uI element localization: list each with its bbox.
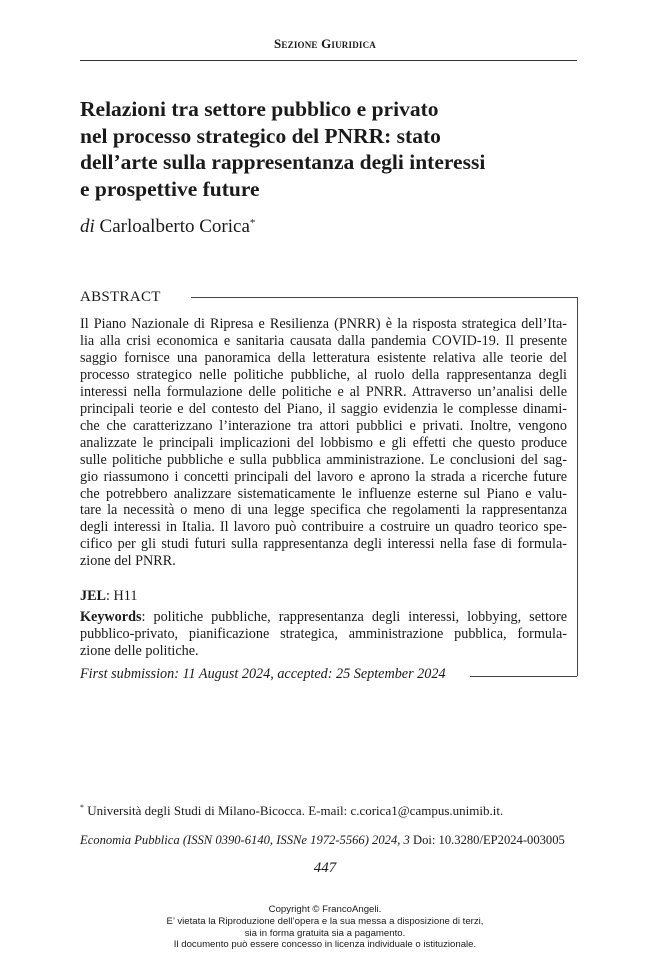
abstract-line: che che caratterizzano l’interazione tra attori pubblici e privati. Inoltre, vengono bbox=[80, 417, 567, 434]
keywords-label: Keywords bbox=[80, 609, 142, 625]
keywords-line: pubblico-privato, pianificazione strategica, amministrazione pubblica, formula- bbox=[80, 625, 567, 642]
jel-value: : H11 bbox=[106, 588, 138, 604]
submission-dates: First submission: 11 August 2024, accepted: 25 September 2024 bbox=[80, 666, 446, 682]
title-line: e prospettive future bbox=[80, 176, 260, 201]
abstract-line: analizzate le principali implicazioni del lobbismo e gli effetti che questo produce bbox=[80, 434, 567, 451]
author-line bbox=[80, 212, 255, 238]
author-affiliation-footnote bbox=[80, 803, 503, 819]
keywords bbox=[80, 609, 567, 660]
jel-label: JEL bbox=[80, 588, 107, 604]
copyright-notice bbox=[0, 904, 650, 951]
section-header-label: Sezione Giuridica bbox=[273, 36, 376, 51]
title-line: Relazioni tra settore pubblico e privato bbox=[80, 97, 439, 121]
abstract-line: gio riassumono i concetti principali del lavoro e aprono la strada a ricerche future bbox=[80, 468, 567, 485]
title-line: nel processo strategico del PNRR: stato bbox=[80, 123, 441, 148]
title-line: dell’arte sulla rappresentanza degli interessi bbox=[80, 150, 486, 174]
author-footnote-mark: * bbox=[249, 217, 256, 229]
author-prefix: di bbox=[80, 216, 95, 237]
abstract-line: interessi nella formulazione delle politiche e al PNRR. Attraverso un’analisi delle bbox=[80, 383, 567, 400]
keywords-line bbox=[80, 609, 567, 626]
copyright-line: sia in forma gratuita sia a pagamento. bbox=[244, 927, 406, 939]
abstract-body bbox=[80, 316, 567, 570]
keywords-text: : politiche pubbliche, rappresentanza degli interessi, lobbying, settore bbox=[141, 609, 567, 625]
abstract-frame-right bbox=[577, 297, 578, 676]
copyright-line: E’ vietata la Riproduzione dell’opera e la sua messa a disposizione di terzi, bbox=[166, 915, 484, 927]
abstract-line: processo strategico nelle politiche pubbliche, al ruolo della rappresentanza degli bbox=[80, 366, 567, 383]
abstract-frame-bottom bbox=[470, 676, 577, 677]
abstract-line: principali teorie e del contesto del Piano, il saggio evidenzia le complesse dinami- bbox=[80, 400, 567, 417]
abstract-line: lia alla crisi economica e sanitaria causata dalla pandemia COVID-19. Il presente bbox=[80, 332, 567, 349]
footnote-text: Università degli Studi di Milano-Bicocca. E-mail: c.corica1@campus.unimib.it. bbox=[84, 803, 504, 818]
abstract-label: ABSTRACT bbox=[80, 289, 167, 306]
abstract-line: cifico per gli studi futuri sulla rappresentanza degli interessi nella fase di formula- bbox=[80, 536, 567, 553]
keywords-line: zione delle politiche. bbox=[80, 642, 199, 659]
footnote-mark: * bbox=[80, 803, 84, 812]
section-header bbox=[0, 36, 650, 52]
abstract-frame-top bbox=[191, 297, 577, 298]
abstract-line: Il Piano Nazionale di Ripresa e Resilienza (PNRR) è la risposta strategica dell’Ita- bbox=[80, 316, 567, 332]
copyright-line: Il documento può essere concesso in licenza individuale o istituzionale. bbox=[173, 939, 477, 951]
abstract-line: che potrebbero analizzare sistematicamente le influenze esterne sul Piano e valu- bbox=[80, 485, 567, 502]
abstract-line: sulle politiche pubbliche e sulla pubblica amministrazione. Le conclusioni del sag- bbox=[80, 451, 567, 468]
abstract-line: degli interessi in Italia. Il lavoro può contribuire a costruire un quadro teorico spe- bbox=[80, 519, 567, 536]
journal-citation bbox=[80, 833, 565, 848]
abstract-line: saggio fornisce una panoramica della letteratura esistente relativa alle teorie del bbox=[80, 349, 567, 366]
journal-doi: Doi: 10.3280/EP2024-003005 bbox=[409, 833, 565, 847]
journal-name: Economia Pubblica (ISSN 0390-6140, ISSNe 1972-5566) 2024, 3 bbox=[80, 833, 410, 847]
copyright-line: Copyright © FrancoAngeli. bbox=[268, 904, 382, 915]
article-title bbox=[80, 96, 580, 202]
jel-codes bbox=[80, 588, 137, 605]
page-number: 447 bbox=[313, 860, 337, 876]
author-name: Carloalberto Corica bbox=[99, 216, 250, 237]
abstract-line: zione del PNRR. bbox=[80, 553, 176, 570]
header-rule bbox=[80, 60, 577, 61]
abstract-line: tare la necessità o meno di una legge specifica che regolamenti la rappresentanza bbox=[80, 502, 567, 519]
